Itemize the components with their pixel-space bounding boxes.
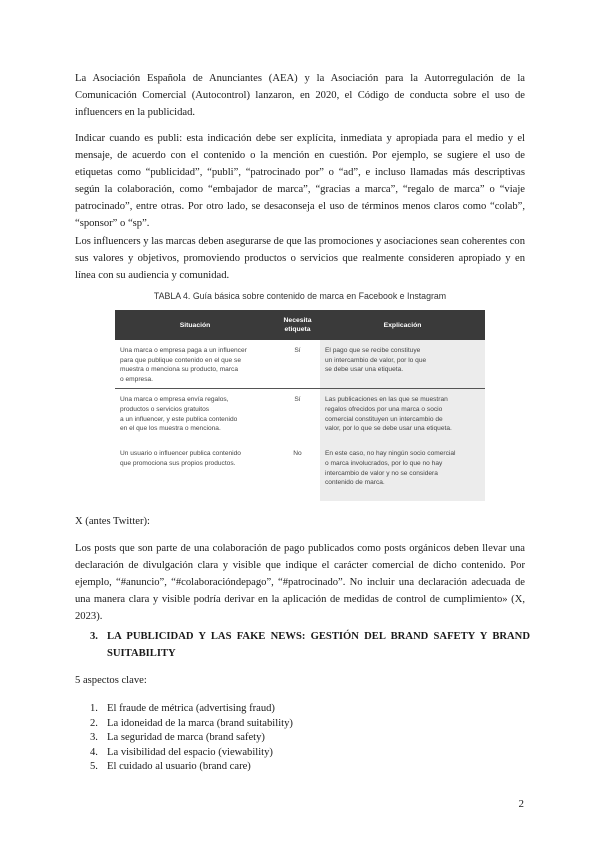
header-situacion: Situación	[115, 310, 275, 340]
table-header-row	[115, 310, 485, 340]
aspects-list	[90, 702, 293, 775]
cell-explicacion: En este caso, no hay ningún socio comercial o marca involucrados, por lo que no hay intercambio de valor y no se considera contenido de marca.	[320, 443, 485, 501]
list-item: 2. La idoneidad de la marca (brand suitability)	[90, 717, 293, 729]
paragraph-x-posts: Los posts que son parte de una colaboración de pago publicados como posts orgánicos deben llevar una declaración de divulgación clara y visible que indique el carácter comercial de dicho contenido. Por ejemplo, “#anuncio”, “#colaboracióndepago”, “#patrocinado”. No incluir una declaración adecuada de una manera clara y visible podría derivar en la aplicación de medidas de control de cumplimiento» (X, 2023).	[75, 543, 525, 622]
section-number: 3.	[90, 631, 98, 642]
paragraph-x-twitter: X (antes Twitter):	[75, 516, 150, 527]
header-explicacion: Explicación	[320, 310, 485, 340]
branded-content-table	[115, 310, 485, 501]
list-item: 3. La seguridad de marca (brand safety)	[90, 732, 265, 744]
table-row	[115, 389, 485, 444]
cell-etiqueta: Sí	[275, 389, 320, 444]
section-title: LA PUBLICIDAD Y LAS FAKE NEWS: GESTIÓN DEL BRAND SAFETY Y BRAND SUITABILITY	[107, 631, 530, 659]
section-heading	[90, 628, 530, 662]
cell-etiqueta: Sí	[275, 340, 320, 389]
table-row	[115, 443, 485, 501]
list-item: 4. La visibilidad del espacio (viewability)	[90, 746, 273, 758]
paragraph-coherencia-marcas: Los influencers y las marcas deben asegurarse de que las promociones y asociaciones sean coherentes con sus valores y objetivos, promoviendo productos o servicios que realmente consideren apropiado y en línea con su audiencia y comunidad.	[75, 236, 525, 281]
cell-situacion: Un usuario o influencer publica contenido que promociona sus propios productos.	[115, 443, 275, 501]
table-title: TABLA 4. Guía básica sobre contenido de marca en Facebook e Instagram	[153, 291, 447, 301]
list-item: 5. El cuidado al usuario (brand care)	[90, 761, 251, 773]
paragraph-aea-autocontrol: La Asociación Española de Anunciantes (AEA) y la Asociación para la Autorregulación de la Comunicación Comercial (Autocontrol) lanzaron, en 2020, el Código de conducta sobre el uso de influencers en la publicidad.	[75, 73, 525, 118]
list-item: 1. El fraude de métrica (advertising fraud)	[90, 703, 275, 714]
page-number: 2	[518, 798, 524, 810]
paragraph-indicar-publi: Indicar cuando es publi: esta indicación debe ser explícita, inmediata y apropiada para el medio y el mensaje, de acuerdo con el contenido o la mención en cuestión. Por ejemplo, se sugiere el uso de etiquetas como “publicidad”, “publi”, “patrocinado por” o “ad”, e incluso llamadas más descriptivas según la colaboración, como “embajador de marca”, “gracias a marca”, “regalo de marca” o “viaje patrocinado”, entre otras. Por otro lado, se desaconseja el uso de términos menos claros como “colab”, “sponsor” o “sp”.	[75, 133, 525, 229]
cell-explicacion: Las publicaciones en las que se muestran regalos ofrecidos por una marca o socio comercial constituyen un intercambio de valor, por lo que se debe usar una etiqueta.	[320, 389, 485, 444]
table-figure	[115, 289, 485, 501]
cell-situacion: Una marca o empresa envía regalos, productos o servicios gratuitos a un influencer, y este publica contenido en el que los muestra o menciona.	[115, 389, 275, 444]
header-necesita-etiqueta: Necesita etiqueta	[275, 310, 320, 340]
aspects-intro: 5 aspectos clave:	[75, 675, 147, 686]
table-row	[115, 340, 485, 389]
cell-etiqueta: No	[275, 443, 320, 501]
cell-explicacion: El pago que se recibe constituye un intercambio de valor, por lo que se debe usar una etiqueta.	[320, 340, 485, 389]
cell-situacion: Una marca o empresa paga a un influencer para que publique contenido en el que se muestra o menciona su producto, marca o empresa.	[115, 340, 275, 389]
